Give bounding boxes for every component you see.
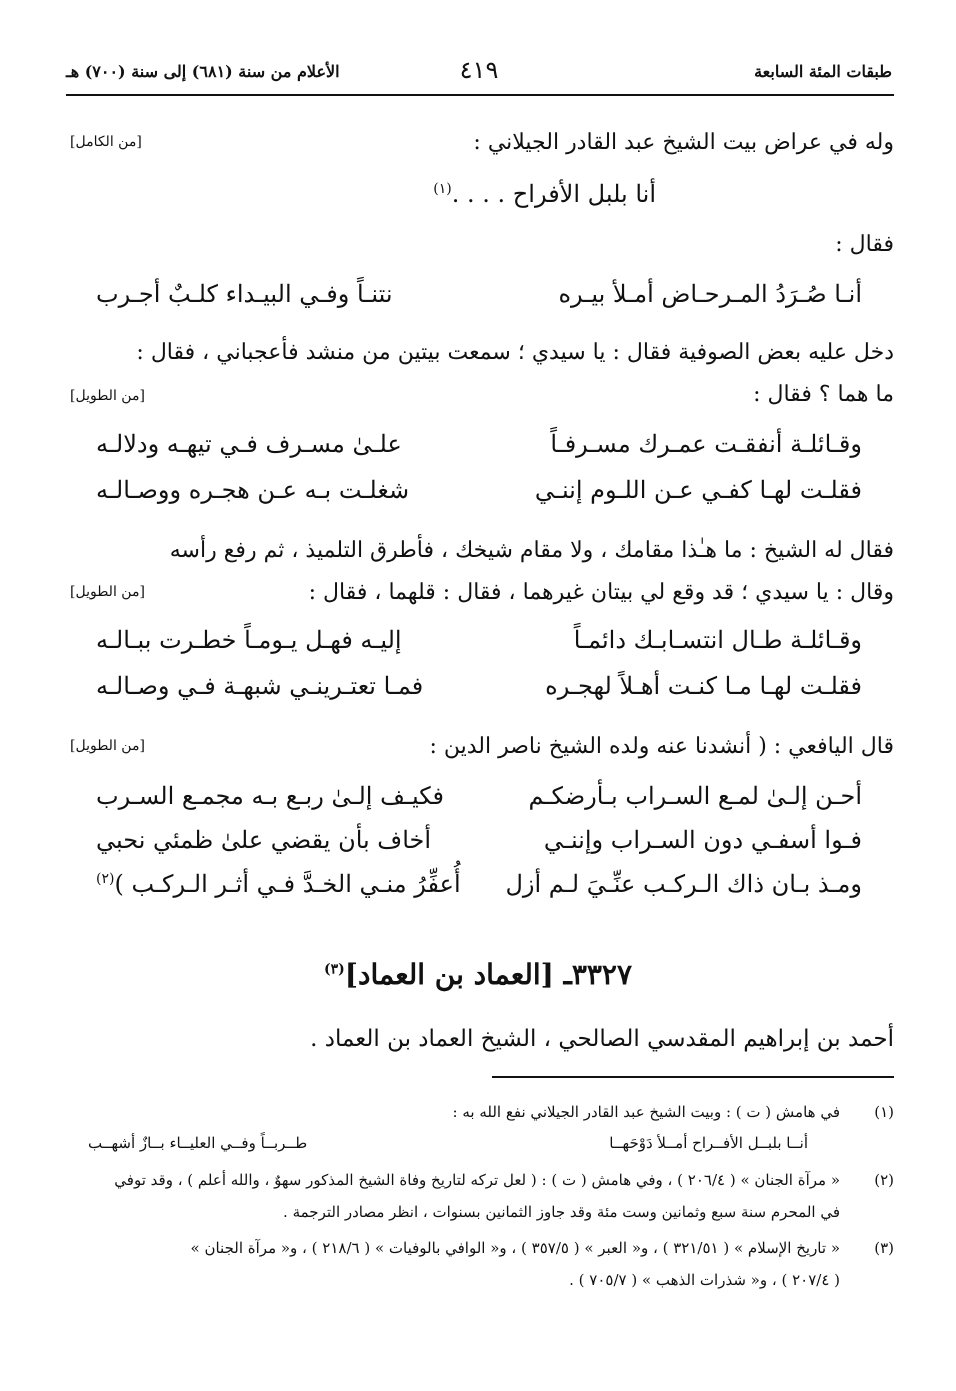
- prose-line: دخل عليه بعض الصوفية فقال : يا سيدي ؛ سمعت بيتين من منشد فأعجباني ، فقال :: [136, 340, 894, 365]
- entry-title-text: ٣٣٢٧ـ [العماد بن العماد]: [344, 958, 632, 991]
- prose-line: وقال : يا سيدي ؛ قد وقع لي بيتان غيرهما ، فقال : قلهما ، فقال :: [308, 580, 894, 605]
- footnote-verse-second: طــربــاً وفــي العليــاء بــازٌ أشهــب: [88, 1134, 308, 1152]
- verse-line: [96, 476, 862, 516]
- prose-line: ما هما ؟ فقال :: [753, 382, 894, 407]
- footnote-number: (١): [874, 1103, 894, 1121]
- verse-line: [96, 626, 862, 666]
- header-rule: [66, 94, 894, 96]
- footnote-number: (٢): [874, 1171, 894, 1189]
- hemistich-second: نتنـاً وفـي البيـداء كلـبٌ أجـرب: [96, 280, 393, 308]
- footnote-verse-first: أنــا بلبــل الأفــراح أمــلأ دَوْحَهــا: [609, 1134, 808, 1152]
- verse-line: [96, 870, 862, 910]
- hemistich-second: شغلـت بـه عـن هجـره ووصـالـه: [96, 476, 410, 504]
- footnote-ref: (٢): [96, 871, 115, 887]
- footnote-text: في المحرم سنة سبع وثمانين وست مئة وقد جاوز الثمانين بسنوات ، انظر مصادر الترجمة .: [283, 1203, 840, 1221]
- footnote-text: « تاريخ الإسلام » ( ٣٢١/٥١ ) ، و« العبر » ( ٣٥٧/٥ ) ، و« الوافي بالوفيات » ( ٢١٨/٦ ) ، و« مرآة الجنان »: [190, 1239, 840, 1257]
- quote-text: أنا بلبل الأفراح . . . .: [451, 180, 656, 208]
- hemistich-second: [96, 870, 461, 898]
- footnote-number: (٣): [874, 1239, 894, 1257]
- hemistich-second: أخاف بأن يقضي علىٰ ظمئي نحبي: [96, 826, 432, 854]
- entry-title: [0, 958, 956, 991]
- footnote-ref: (١): [433, 181, 452, 197]
- hemistich-first: ومـذ بـان ذاك الـركـب عنِّـيَ لـم أزل: [505, 870, 862, 898]
- verse-line: [96, 430, 862, 470]
- footnote-text: في هامش ( ت ) : وبيت الشيخ عبد القادر الجيلاني نفع الله به :: [452, 1103, 840, 1121]
- prose-line: قال اليافعي : ( أنشدنا عنه ولده الشيخ ناصر الدين :: [429, 734, 894, 759]
- hemistich-second-text: أُعفِّرُ منـي الخـدَّ فـي أثـر الـركـب ): [114, 870, 461, 898]
- hemistich-second: فمـا تعتـرينـي شبهـة فـي وصـالـه: [96, 672, 424, 700]
- verse-line: [96, 826, 862, 866]
- page-number: ٤١٩: [459, 56, 499, 84]
- hemistich-first: أحـن إلـىٰ لمـع السـراب بـأرضكـم: [528, 782, 862, 810]
- footnote-text: ( ٢٠٧/٤ ) ، و« شذرات الذهب » ( ٧٠٥/٧ ) .: [569, 1271, 840, 1289]
- meter-label: [من الكامل]: [70, 134, 142, 150]
- running-header: [66, 56, 892, 96]
- hemistich-second: علـىٰ مسـرف فـي تيهـه ودلالـه: [96, 430, 402, 458]
- hemistich-second: إليـه فهـل يـومـاً خطـرت ببـالـه: [96, 626, 402, 654]
- verse-line: [96, 672, 862, 712]
- verse-line: [96, 782, 862, 822]
- hemistich-first: وقـائلـة طـال انتسـابـك دائمـاً: [573, 626, 862, 654]
- footnote-rule: [492, 1076, 894, 1078]
- footnote-ref: (٣): [324, 961, 345, 978]
- meter-label: [من الطويل]: [70, 388, 145, 404]
- header-volume-title: الأعلام من سنة (٦٨١) إلى سنة (٧٠٠) هـ: [66, 62, 340, 81]
- hemistich-first: وقـائلـة أنفقـت عمـرك مسـرفـاً: [550, 430, 862, 458]
- verse-line: [96, 280, 862, 320]
- meter-label: [من الطويل]: [70, 584, 145, 600]
- quoted-hemistich: [433, 172, 656, 211]
- meter-label: [من الطويل]: [70, 738, 145, 754]
- said-line: فقال :: [835, 232, 894, 257]
- intro-text: وله في عراض بيت الشيخ عبد القادر الجيلاني :: [473, 130, 894, 155]
- hemistich-first: فقلـت لهـا كفـي عـن اللـوم إننـي: [534, 476, 862, 504]
- hemistich-first: فقلـت لهـا مـا كنـت أهـلاً لهجـره: [545, 672, 862, 700]
- prose-line: فقال له الشيخ : ما هـٰذا مقامك ، ولا مقام شيخك ، فأطرق التلميذ ، ثم رفع رأسه: [169, 538, 894, 563]
- intro-line: [66, 126, 894, 160]
- hemistich-first: أنـا صُـرَدُ المـرحـاض أمـلأ بيـره: [558, 280, 862, 308]
- footnote-text: « مرآة الجنان » ( ٢٠٦/٤ ) ، وفي هامش ( ت ) : ( لعل تركه لتاريخ وفاة الشيخ المذكور سهوٌ ، والله أعلم ) ، وقد توفي: [114, 1171, 840, 1189]
- hemistich-first: فـوا أسفـي دون السـراب وإننـي: [543, 826, 862, 854]
- header-section-title: طبقات المئة السابعة: [754, 62, 892, 81]
- entry-text: أحمد بن إبراهيم المقدسي الصالحي ، الشيخ العماد بن العماد .: [310, 1026, 894, 1052]
- hemistich-second: فكيـف إلـىٰ ربـع بـه مجمـع السـرب: [96, 782, 444, 810]
